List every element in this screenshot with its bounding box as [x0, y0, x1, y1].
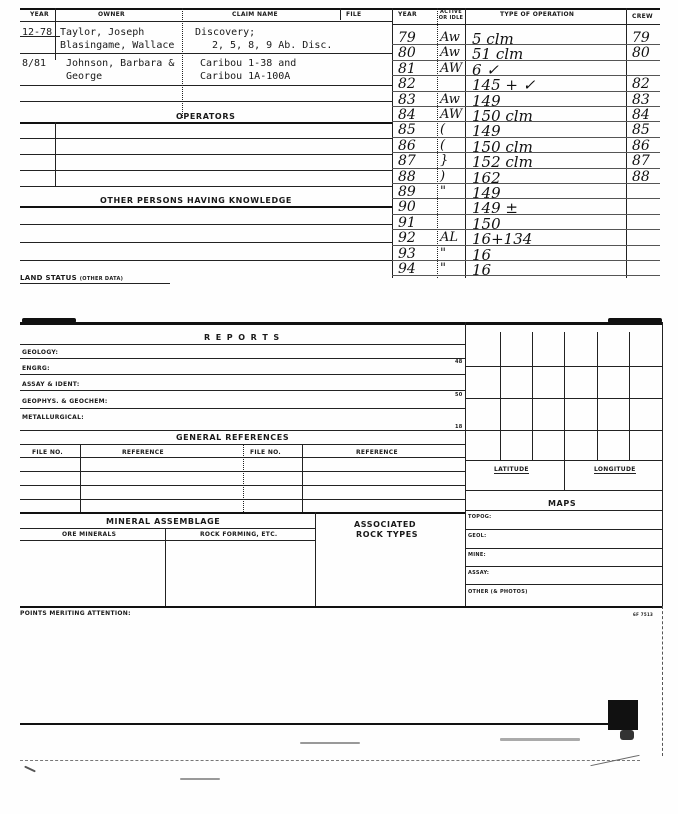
- operators-rule: [20, 122, 392, 124]
- ref-col-reference-2: REFERENCE: [356, 449, 398, 456]
- row-rule: [20, 374, 465, 375]
- col-rule: [55, 122, 56, 186]
- ops-year: 89: [398, 184, 416, 200]
- ops-year: 87: [398, 153, 416, 170]
- ops-crew: 83: [632, 91, 650, 108]
- report-label-geophys: GEOPHYS. & GEOCHEM:: [22, 398, 108, 405]
- ops-year: 85: [398, 122, 416, 139]
- ops-active-or-idle: Aw: [440, 30, 460, 45]
- grid-rule: [629, 332, 630, 460]
- ops-row-rule: [392, 60, 660, 61]
- header-underline-right: [392, 24, 660, 25]
- col-rule: [243, 444, 244, 512]
- reports-rule: [20, 344, 465, 345]
- grid-rule: [532, 332, 533, 460]
- row-rule: [20, 85, 392, 86]
- strike-line: [20, 36, 60, 37]
- ops-active-or-idle: Aw: [440, 91, 460, 107]
- bottom-rule: [20, 723, 620, 725]
- ops-row-rule: [392, 168, 660, 169]
- ops-type-of-operation: 150 clm: [472, 107, 533, 125]
- ops-year: 81: [398, 60, 416, 77]
- row-rule: [20, 528, 315, 529]
- ops-active-or-idle: ": [440, 245, 446, 261]
- row-rule: [20, 540, 315, 541]
- row-rule: [20, 408, 465, 409]
- ops-type-of-operation: 152 clm: [472, 153, 533, 172]
- owner-row-claim: Caribou 1-38 and: [200, 58, 297, 69]
- grid-rule: [465, 510, 662, 511]
- ops-active-or-idle: AL: [440, 230, 459, 246]
- col-rule: [302, 444, 303, 512]
- ops-active-or-idle: (: [440, 122, 446, 138]
- ops-row-rule: [392, 260, 660, 261]
- row-rule: [20, 154, 392, 155]
- grid-rule: [465, 606, 662, 608]
- grid-rule: [465, 322, 466, 607]
- owner-row-year: 12-78: [22, 27, 53, 38]
- grid-rule: [465, 566, 662, 567]
- header-active-or-idle: ACTIVE OR IDLE: [438, 9, 464, 21]
- ops-type-of-operation: 149: [472, 122, 501, 141]
- row-rule: [20, 430, 465, 431]
- ops-type-of-operation: 145 + ✓: [472, 76, 536, 95]
- scan-noise: [300, 742, 360, 744]
- ops-row-rule: [392, 245, 660, 246]
- scan-noise: [500, 738, 580, 741]
- ops-year: 83: [398, 91, 416, 108]
- ops-crew: 82: [632, 76, 650, 93]
- ops-crew: 84: [632, 107, 650, 123]
- ops-active-or-idle: (: [440, 137, 446, 153]
- ops-crew: 86: [632, 137, 650, 154]
- ref-col-file-no-2: FILE NO.: [250, 449, 282, 456]
- section-rule: [20, 606, 465, 608]
- grid-rule: [500, 332, 501, 460]
- right-edge-rule: [662, 606, 663, 756]
- ops-year: 94: [398, 261, 416, 277]
- col-rule: [626, 8, 627, 278]
- ops-type-of-operation: 16: [472, 261, 492, 279]
- col-rule: [437, 8, 438, 278]
- scan-blotch: [620, 730, 634, 740]
- grid-rule: [597, 332, 598, 460]
- maps-assay-label: ASSAY:: [468, 570, 490, 576]
- report-num: 48: [455, 359, 463, 365]
- owner-row-claim: Discovery;: [195, 27, 256, 38]
- col-rule: [392, 8, 393, 278]
- maps-mine-label: MINE:: [468, 552, 486, 558]
- scan-noise-line: [20, 760, 640, 761]
- ops-active-or-idle: ": [440, 261, 446, 276]
- ops-active-or-idle: AW: [440, 60, 463, 76]
- grid-rule: [564, 332, 565, 460]
- ops-crew: 79: [632, 30, 650, 46]
- ops-row-rule: [392, 198, 660, 199]
- ref-col-file-no: FILE NO.: [32, 449, 64, 456]
- ops-type-of-operation: 6 ✓: [472, 60, 499, 79]
- report-label-engrg: ENGRG:: [22, 365, 50, 372]
- ops-year: 79: [398, 30, 416, 46]
- ops-crew: 85: [632, 122, 650, 139]
- grid-rule: [465, 398, 662, 399]
- owner-row-claim: 2, 5, 8, 9 Ab. Disc.: [212, 40, 333, 51]
- maps-geol-label: GEOL:: [468, 533, 487, 539]
- lower-form-top-border: [20, 322, 663, 325]
- ref-col-reference: REFERENCE: [122, 449, 164, 456]
- owner-row-owner: Taylor, Joseph: [60, 27, 145, 38]
- ops-type-of-operation: 16: [472, 245, 492, 264]
- general-references-heading: GENERAL REFERENCES: [176, 433, 290, 442]
- operators-heading: OPERATORS: [176, 112, 236, 121]
- header-underline: [20, 21, 392, 22]
- ops-year: 92: [398, 230, 416, 247]
- ops-type-of-operation: 149 ±: [472, 199, 518, 218]
- other-persons-heading: OTHER PERSONS HAVING KNOWLEDGE: [100, 196, 292, 205]
- other-persons-rule: [20, 206, 392, 208]
- row-rule: [20, 390, 465, 391]
- row-rule: [20, 170, 392, 171]
- header-type-of-operation: TYPE OF OPERATION: [500, 11, 575, 18]
- owner-row-owner: Blasingame, Wallace: [60, 40, 175, 51]
- ops-active-or-idle: }: [440, 153, 449, 169]
- ops-year: 91: [398, 214, 416, 231]
- grid-rule: [465, 548, 662, 549]
- owner-row-year: 8/81: [22, 58, 47, 69]
- land-status-label: LAND STATUS (OTHER DATA): [20, 274, 124, 282]
- ore-minerals-label: ORE MINERALS: [62, 531, 117, 538]
- ops-year: 90: [398, 199, 416, 216]
- grid-rule: [465, 490, 662, 491]
- ops-type-of-operation: 5 clm: [472, 30, 514, 48]
- ops-crew: 87: [632, 153, 650, 170]
- col-rule: [340, 8, 341, 20]
- ops-row-rule: [392, 121, 660, 122]
- ops-year: 93: [398, 245, 416, 262]
- ops-year: 86: [398, 137, 416, 154]
- scan-noise: [24, 766, 36, 773]
- row-rule: [20, 101, 392, 102]
- latitude-label: LATITUDE: [494, 466, 529, 473]
- ops-type-of-operation: 51 clm: [472, 45, 524, 64]
- owner-row-owner: Johnson, Barbara &: [66, 58, 175, 69]
- row-rule: [20, 186, 392, 187]
- grid-rule: [465, 529, 662, 530]
- form-number: 6F 7513: [633, 612, 654, 617]
- mineral-assemblage-heading: MINERAL ASSEMBLAGE: [106, 517, 221, 526]
- report-label-geology: GEOLOGY:: [22, 349, 59, 356]
- section-rule: [20, 512, 465, 514]
- row-rule: [20, 358, 465, 359]
- scan-smudge: [608, 318, 662, 323]
- header-crew: CREW: [632, 13, 653, 20]
- grid-rule: [465, 584, 662, 585]
- ops-row-rule: [392, 183, 660, 184]
- col-rule: [80, 444, 81, 512]
- ops-active-or-idle: AW: [440, 107, 463, 122]
- ops-crew: 80: [632, 45, 650, 62]
- col-rule: [165, 528, 166, 606]
- ops-row-rule: [392, 44, 660, 45]
- ops-year: 88: [398, 168, 416, 185]
- ops-type-of-operation: 150 clm: [472, 137, 533, 156]
- header-year-2: YEAR: [398, 11, 417, 18]
- reports-heading: R E P O R T S: [204, 333, 281, 342]
- maps-topog-label: TOPOG:: [468, 514, 492, 520]
- ops-year: 82: [398, 76, 416, 93]
- ops-type-of-operation: 149: [472, 91, 501, 110]
- header-claim-name: CLAIM NAME: [232, 11, 278, 18]
- points-meriting-attention-label: POINTS MERITING ATTENTION:: [20, 610, 131, 617]
- rock-types-label: ROCK TYPES: [356, 530, 419, 539]
- header-year: YEAR: [30, 11, 49, 18]
- grid-rule: [564, 460, 565, 490]
- owner-row-owner: George: [66, 71, 103, 82]
- header-file: FILE: [346, 11, 362, 18]
- report-label-metallurgical: METALLURGICAL:: [22, 414, 84, 421]
- ops-year: 80: [398, 45, 416, 62]
- ops-active-or-idle: Aw: [440, 45, 460, 61]
- col-rule: [315, 512, 316, 606]
- ops-row-rule: [392, 275, 660, 276]
- longitude-label: LONGITUDE: [594, 466, 636, 473]
- ops-type-of-operation: 149: [472, 184, 501, 202]
- ops-row-rule: [392, 214, 660, 215]
- ops-type-of-operation: 162: [472, 168, 501, 187]
- col-rule: [465, 8, 466, 278]
- report-num: 50: [455, 392, 463, 398]
- scan-blotch: [608, 700, 638, 730]
- scan-noise: [180, 778, 220, 780]
- row-rule: [20, 224, 392, 225]
- report-label-assay: ASSAY & IDENT:: [22, 381, 80, 388]
- grid-rule: [465, 430, 662, 431]
- land-status-underline: [20, 283, 170, 284]
- owner-row-claim: Caribou 1A-100A: [200, 71, 291, 82]
- maps-heading: MAPS: [548, 499, 577, 508]
- ops-active-or-idle: ): [440, 168, 446, 184]
- row-rule: [20, 242, 392, 243]
- report-num: 18: [455, 424, 463, 430]
- ops-type-of-operation: 150: [472, 214, 501, 233]
- row-rule: [20, 138, 392, 139]
- ops-type-of-operation: 16+134: [472, 230, 533, 249]
- row-rule: [20, 53, 392, 54]
- rock-forming-label: ROCK FORMING, ETC.: [200, 531, 278, 538]
- associated-label: ASSOCIATED: [354, 520, 417, 529]
- grid-rule: [662, 322, 663, 607]
- ops-year: 84: [398, 107, 416, 123]
- ops-row-rule: [392, 91, 660, 92]
- maps-other-label: OTHER (& PHOTOS): [468, 589, 528, 595]
- ops-active-or-idle: ": [440, 184, 446, 199]
- grid-rule: [465, 366, 662, 367]
- ops-crew: 88: [632, 168, 650, 185]
- row-rule: [20, 260, 392, 261]
- header-owner: OWNER: [98, 11, 125, 18]
